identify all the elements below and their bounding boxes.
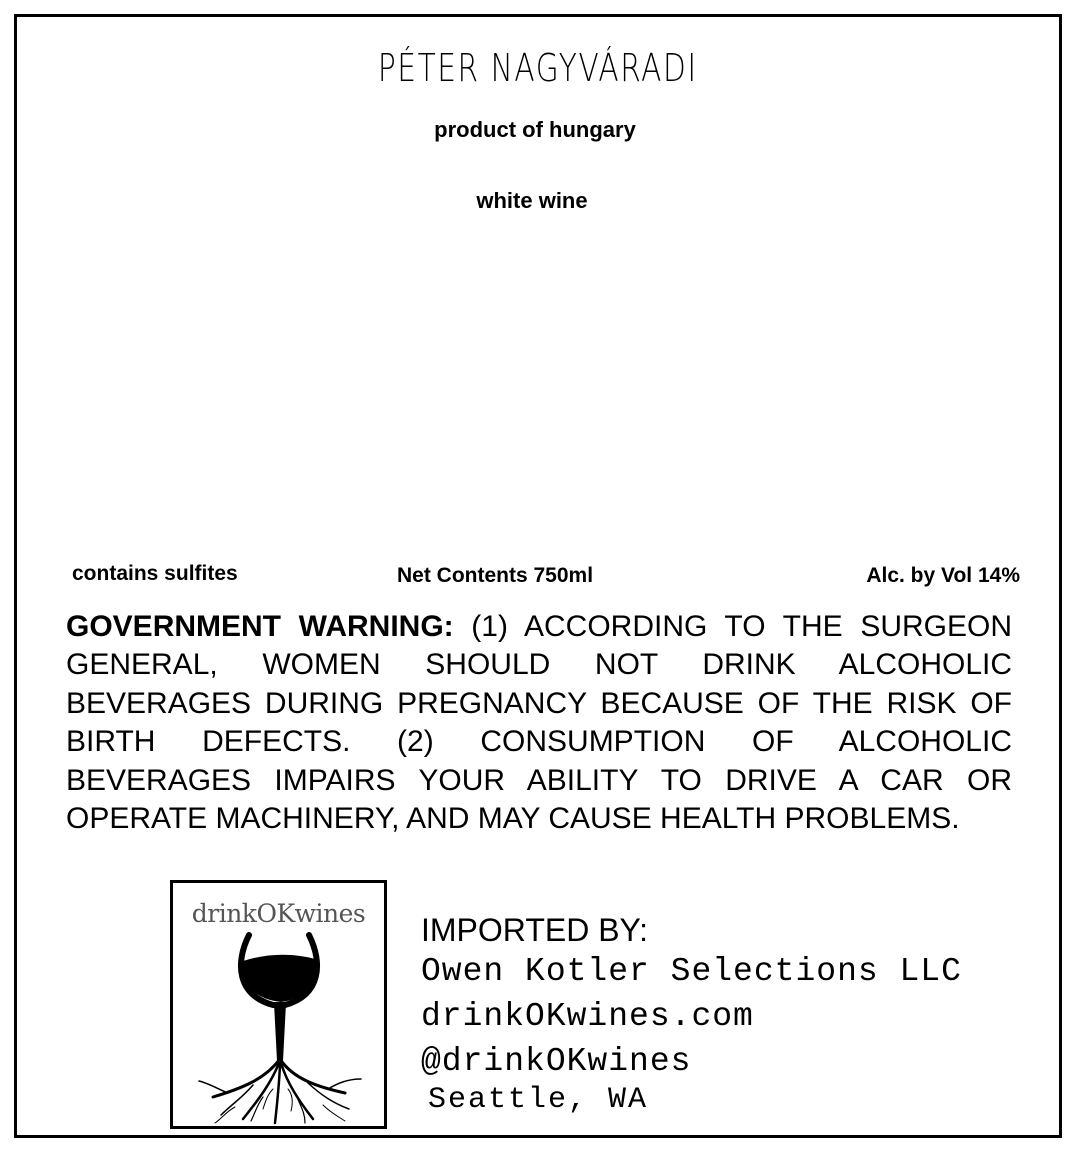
- net-contents: Net Contents 750ml: [397, 564, 594, 587]
- government-warning: [66, 608, 1012, 838]
- origin-text: product of hungary: [434, 117, 636, 142]
- producer-name: PÉTER NAGYVÁRADI: [377, 46, 698, 90]
- sulfites-notice: contains sulfites: [72, 562, 238, 585]
- importer-name: Owen Kotler Selections LLC: [421, 953, 962, 990]
- alcohol-content: Alc. by Vol 14%: [866, 564, 1020, 587]
- importer-location: Seattle, WA: [428, 1083, 649, 1117]
- imported-by-heading: IMPORTED BY:: [421, 912, 649, 948]
- wine-glass-roots-icon: [173, 883, 384, 1126]
- wine-type: white wine: [476, 188, 588, 213]
- warning-heading: GOVERNMENT WARNING:: [66, 610, 454, 643]
- importer-logo: [170, 880, 387, 1129]
- logo-wordmark: drinkOKwines: [191, 899, 366, 928]
- importer-handle: @drinkOKwines: [421, 1043, 692, 1080]
- importer-website: drinkOKwines.com: [421, 998, 754, 1035]
- warning-text: (1) ACCORDING TO THE SURGEON GENERAL, WOMEN SHOULD NOT DRINK ALCOHOLIC BEVERAGES DURING PREGNANCY BECAUSE OF THE RISK OF BIRTH DEFECTS. (2) CONSUMPTION OF ALCOHOLIC BEVERAGES IMPAIRS YOUR ABILITY TO DRIVE A CAR OR OPERATE MACHINERY, AND MAY CAUSE HEALTH PROBLEMS.: [66, 610, 1013, 836]
